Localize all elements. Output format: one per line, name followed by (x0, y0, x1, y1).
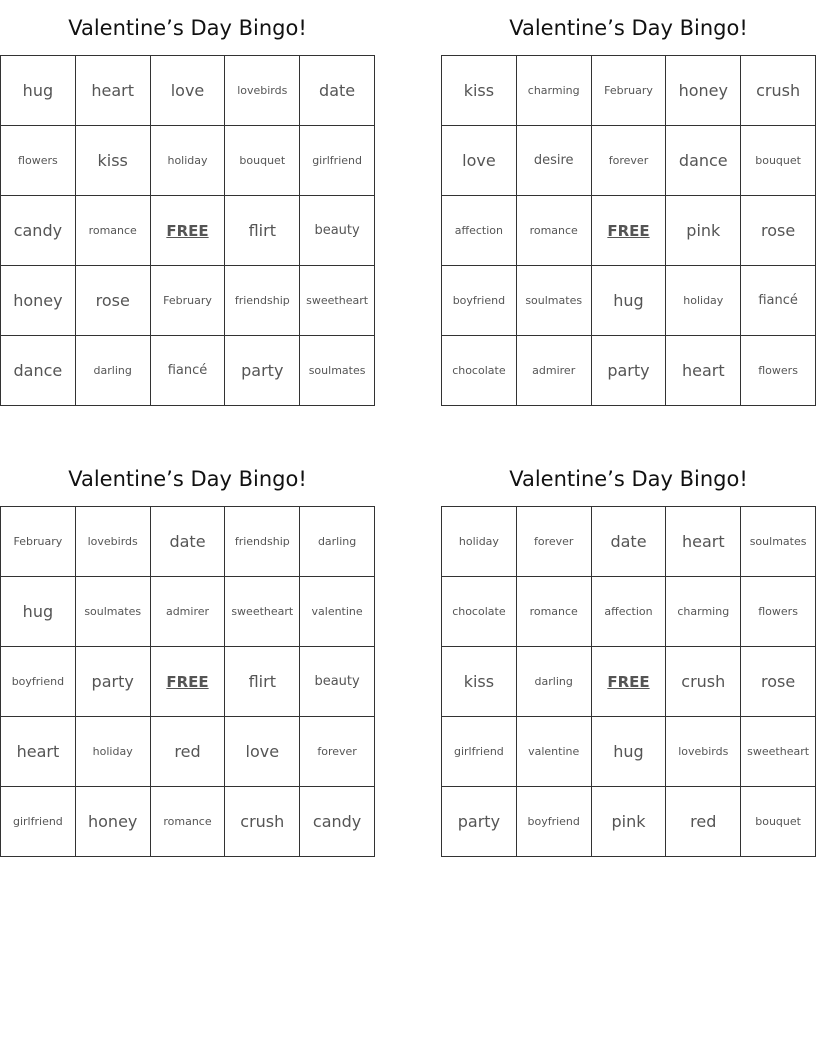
bingo-cell: love (151, 56, 226, 126)
bingo-cell: boyfriend (1, 647, 76, 717)
bingo-cell: darling (517, 647, 592, 717)
bingo-cell: bouquet (225, 126, 300, 196)
bingo-cell: party (225, 336, 300, 406)
bingo-cell: kiss (76, 126, 151, 196)
bingo-cell: holiday (76, 717, 151, 787)
bingo-cell: love (442, 126, 517, 196)
bingo-cell: holiday (442, 507, 517, 577)
bingo-cell: desire (517, 126, 592, 196)
bingo-cell: candy (1, 196, 76, 266)
bingo-cell: affection (442, 196, 517, 266)
bingo-grid (0, 55, 375, 406)
card-title: Valentine’s Day Bingo! (509, 16, 748, 40)
bingo-cell: heart (666, 507, 741, 577)
bingo-grid (0, 506, 375, 857)
bingo-cell: romance (517, 196, 592, 266)
bingo-grid (441, 55, 816, 406)
bingo-cell: hug (1, 56, 76, 126)
bingo-cell: romance (517, 577, 592, 647)
bingo-cell: kiss (442, 56, 517, 126)
bingo-cell: beauty (300, 647, 375, 717)
bingo-cell: rose (76, 266, 151, 336)
bingo-cell: date (300, 56, 375, 126)
bingo-cell: rose (741, 196, 816, 266)
bingo-cell: romance (151, 787, 226, 857)
bingo-cell: rose (741, 647, 816, 717)
bingo-cell: date (592, 507, 667, 577)
bingo-cell: honey (666, 56, 741, 126)
bingo-cell: love (225, 717, 300, 787)
bingo-cell: soulmates (517, 266, 592, 336)
bingo-cell: admirer (517, 336, 592, 406)
bingo-cell: heart (666, 336, 741, 406)
bingo-cell: red (151, 717, 226, 787)
bingo-cell: party (76, 647, 151, 717)
bingo-cell: flowers (741, 577, 816, 647)
card-title: Valentine’s Day Bingo! (509, 467, 748, 491)
bingo-cell: beauty (300, 196, 375, 266)
bingo-cell: February (592, 56, 667, 126)
free-cell: FREE (592, 196, 667, 266)
bingo-cell: soulmates (76, 577, 151, 647)
bingo-cell: sweetheart (741, 717, 816, 787)
card-title: Valentine’s Day Bingo! (68, 16, 307, 40)
bingo-cell: February (151, 266, 226, 336)
bingo-cell: soulmates (741, 507, 816, 577)
bingo-cell: dance (1, 336, 76, 406)
bingo-cell: bouquet (741, 787, 816, 857)
bingo-cell: friendship (225, 266, 300, 336)
bingo-cell: admirer (151, 577, 226, 647)
bingo-cell: charming (517, 56, 592, 126)
bingo-cell: lovebirds (666, 717, 741, 787)
bingo-cell: forever (517, 507, 592, 577)
bingo-cell: girlfriend (300, 126, 375, 196)
bingo-cell: girlfriend (1, 787, 76, 857)
bingo-cell: sweetheart (300, 266, 375, 336)
bingo-cell: hug (592, 717, 667, 787)
bingo-cell: sweetheart (225, 577, 300, 647)
bingo-grid (441, 506, 816, 857)
bingo-cell: crush (225, 787, 300, 857)
bingo-cell: darling (300, 507, 375, 577)
bingo-cell: crush (666, 647, 741, 717)
bingo-cell: soulmates (300, 336, 375, 406)
bingo-cell: bouquet (741, 126, 816, 196)
bingo-cell: darling (76, 336, 151, 406)
bingo-cell: romance (76, 196, 151, 266)
bingo-cell: affection (592, 577, 667, 647)
bingo-cell: red (666, 787, 741, 857)
bingo-cell: hug (1, 577, 76, 647)
bingo-cell: flirt (225, 647, 300, 717)
bingo-cell: party (592, 336, 667, 406)
bingo-cell: forever (592, 126, 667, 196)
bingo-cell: chocolate (442, 577, 517, 647)
bingo-cell: boyfriend (517, 787, 592, 857)
bingo-cell: forever (300, 717, 375, 787)
bingo-cell: flowers (741, 336, 816, 406)
bingo-cell: charming (666, 577, 741, 647)
bingo-cell: girlfriend (442, 717, 517, 787)
bingo-cell: candy (300, 787, 375, 857)
bingo-cell: fiancé (741, 266, 816, 336)
bingo-cell: February (1, 507, 76, 577)
free-cell: FREE (151, 196, 226, 266)
bingo-cell: chocolate (442, 336, 517, 406)
bingo-cell: lovebirds (225, 56, 300, 126)
bingo-cell: crush (741, 56, 816, 126)
bingo-cell: date (151, 507, 226, 577)
bingo-cell: holiday (151, 126, 226, 196)
bingo-cell: heart (1, 717, 76, 787)
free-cell: FREE (151, 647, 226, 717)
bingo-cell: pink (666, 196, 741, 266)
bingo-cell: boyfriend (442, 266, 517, 336)
bingo-cell: friendship (225, 507, 300, 577)
free-cell: FREE (592, 647, 667, 717)
bingo-cell: party (442, 787, 517, 857)
bingo-cell: lovebirds (76, 507, 151, 577)
bingo-cell: flowers (1, 126, 76, 196)
bingo-cell: honey (1, 266, 76, 336)
bingo-cell: valentine (517, 717, 592, 787)
bingo-cell: heart (76, 56, 151, 126)
bingo-cell: flirt (225, 196, 300, 266)
bingo-cell: valentine (300, 577, 375, 647)
bingo-cell: hug (592, 266, 667, 336)
bingo-cell: dance (666, 126, 741, 196)
bingo-cell: honey (76, 787, 151, 857)
bingo-cell: holiday (666, 266, 741, 336)
card-title: Valentine’s Day Bingo! (68, 467, 307, 491)
bingo-cell: pink (592, 787, 667, 857)
bingo-cell: kiss (442, 647, 517, 717)
bingo-cell: fiancé (151, 336, 226, 406)
